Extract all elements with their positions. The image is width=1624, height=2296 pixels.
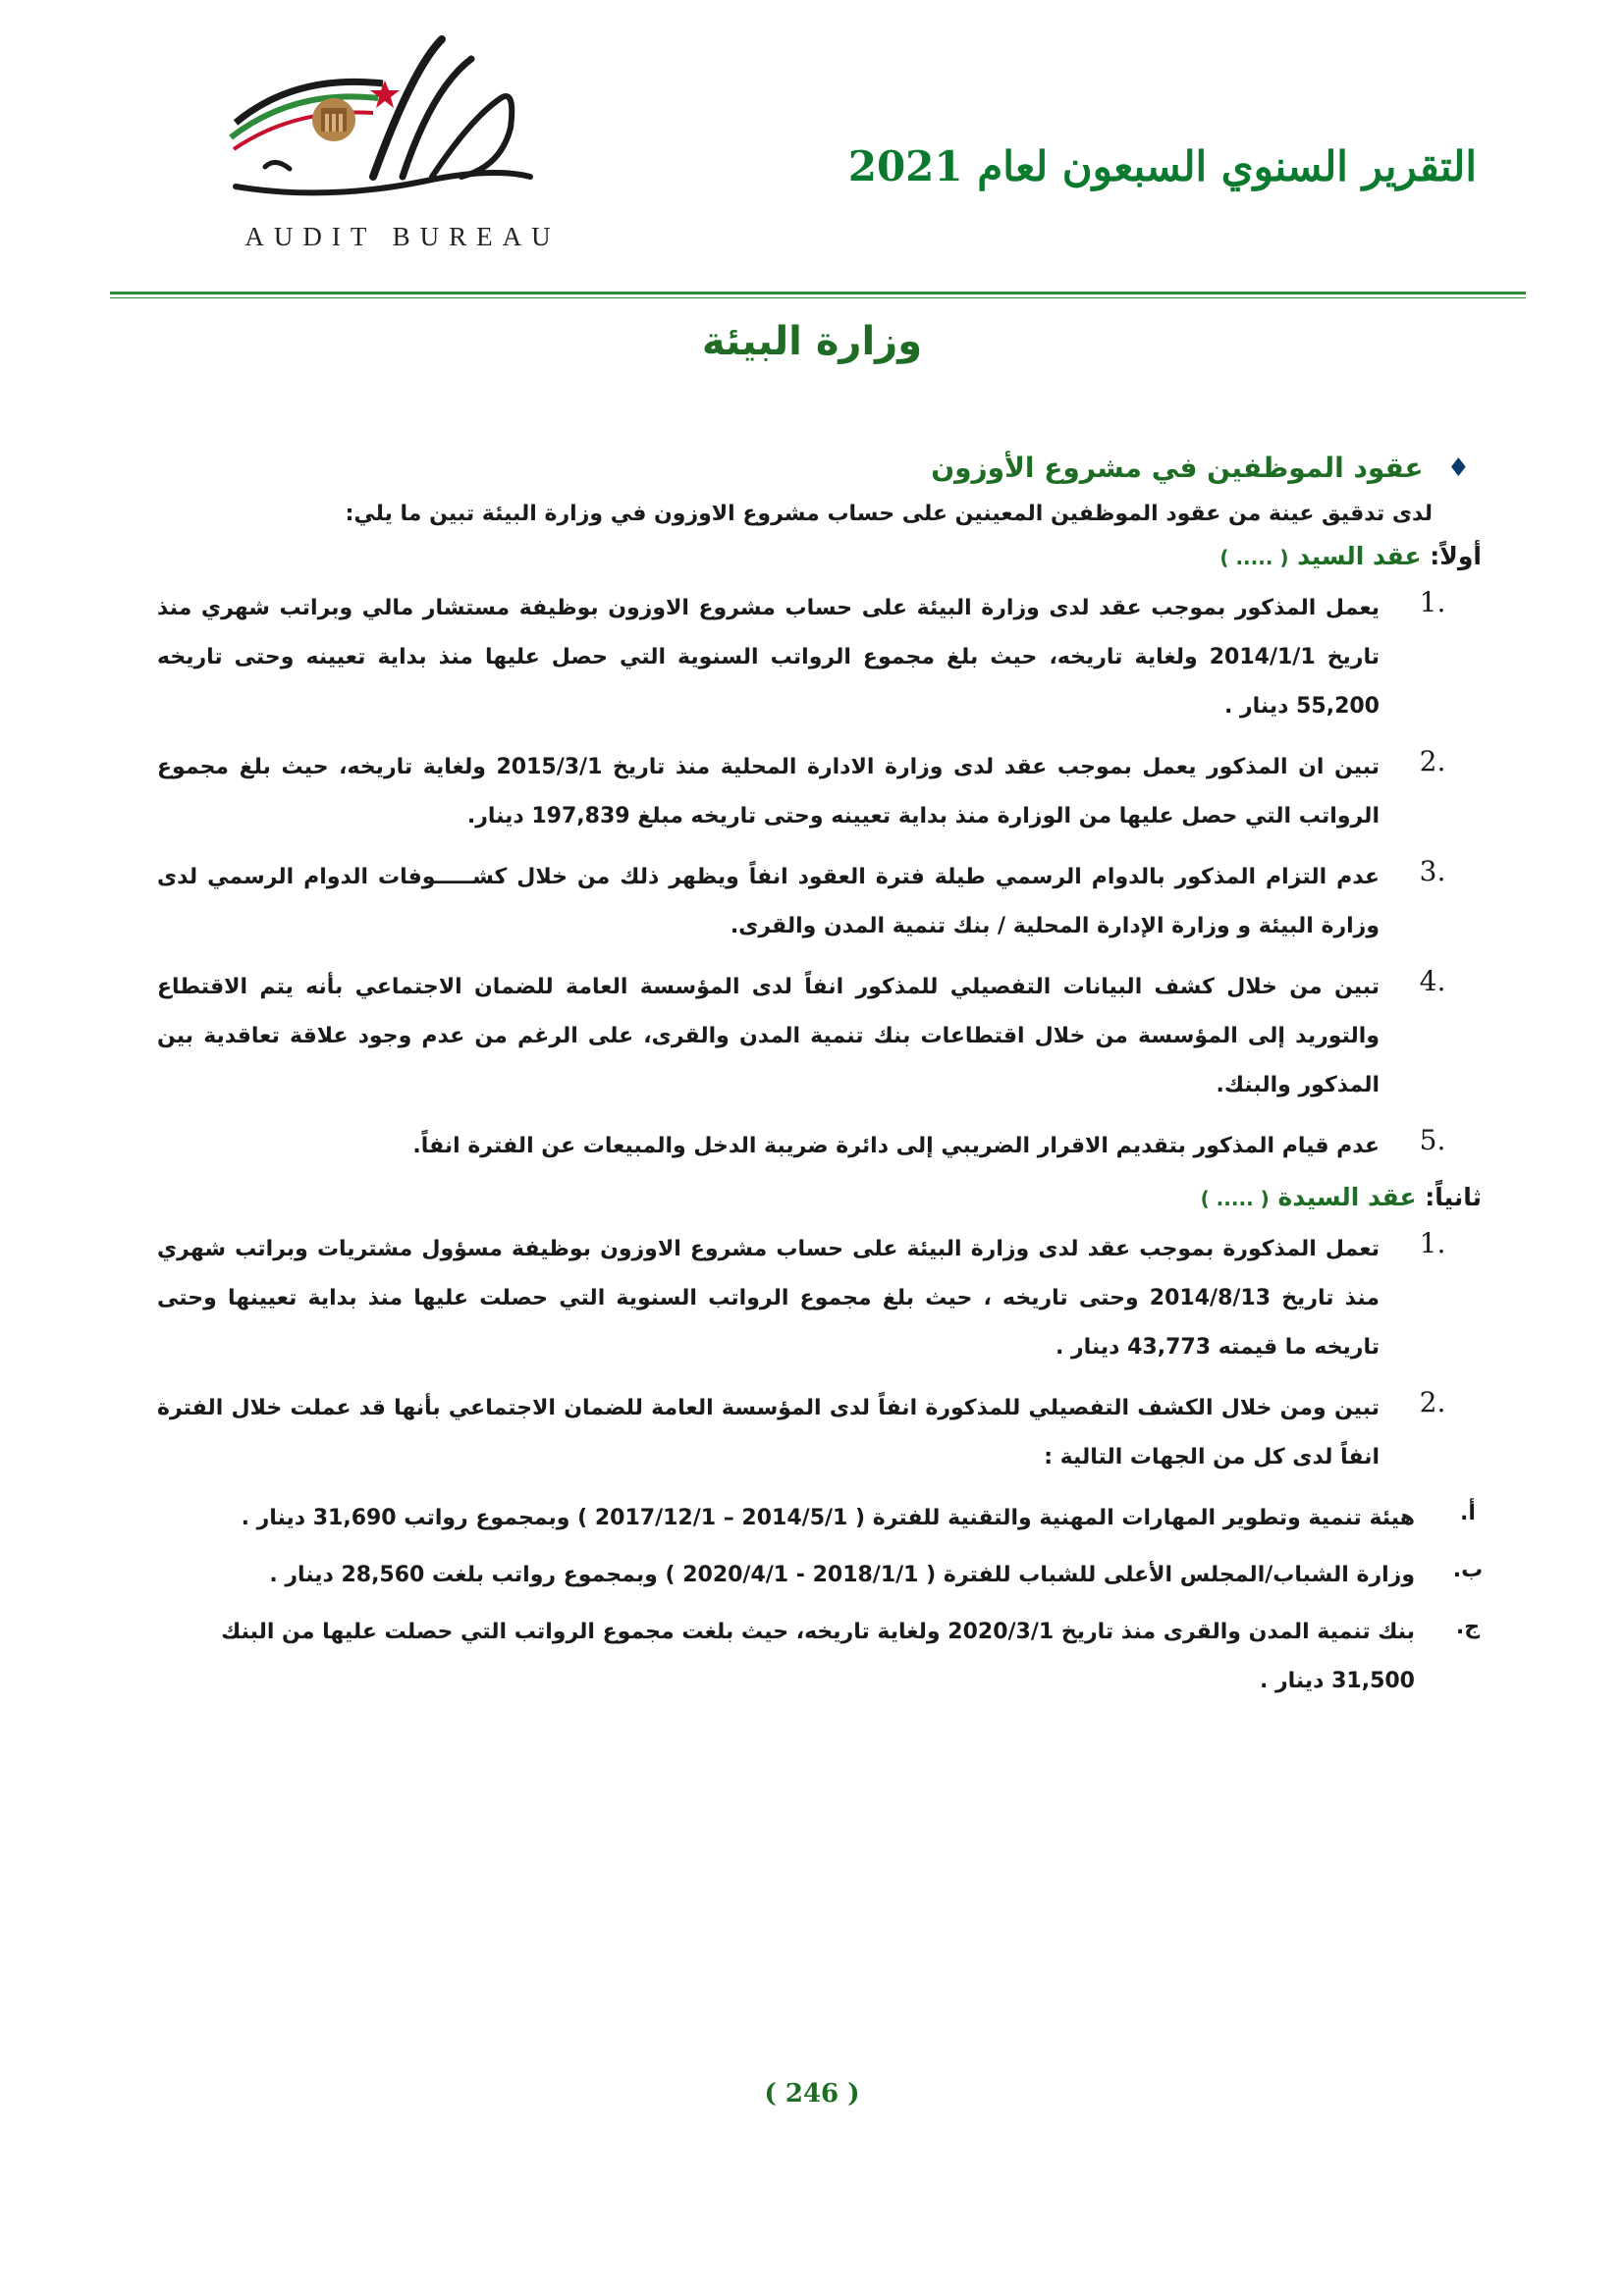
- subitem-text: بنك تنمية المدن والقرى منذ تاريخ 2020/3/1 ولغاية تاريخه، حيث بلغت مجموع الرواتب التي حصلت عليها من البنك 31,500 دينار .: [221, 1620, 1415, 1693]
- section-heading: [157, 452, 1470, 484]
- page-heading: وزارة البيئة: [701, 319, 923, 364]
- subitem-letter: أ.: [1460, 1501, 1476, 1525]
- subitem-text: وزارة الشباب/المجلس الأعلى للشباب للفترة ( 2018/1/1 - 2020/4/1 ) وبمجموع رواتب بلغت 28,560 دينار .: [269, 1563, 1415, 1587]
- diamond-bullet-icon: ♦: [1446, 453, 1470, 483]
- item-text: تعمل المذكورة بموجب عقد لدى وزارة البيئة على حساب مشروع الاوزون بوظيفة مسؤول مشتريات وبراتب شهري منذ تاريخ 2014/8/13 وحتى تاريخه ، حيث بلغ مجموع الرواتب السنوية التي حصلت عليها منذ بداية تعيينها وحتى تاريخه ما قيمته 43,773 دينار .: [157, 1237, 1380, 1360]
- second-heading-dots: ( ..... ): [1200, 1187, 1270, 1210]
- item-number: .1: [1419, 1227, 1446, 1259]
- first-heading-text: عقد السيد: [1297, 542, 1422, 570]
- subitem-letter: ج.: [1455, 1615, 1481, 1639]
- header-divider-thin: [110, 297, 1526, 298]
- list-item: [157, 963, 1462, 1110]
- item-number: .2: [1419, 1386, 1446, 1418]
- item-text: تبين ومن خلال الكشف التفصيلي للمذكورة انفاً لدى المؤسسة العامة للضمان الاجتماعي بأنها قد عملت خلال الفترة انفاً لدى كل من الجهات التالية :: [157, 1396, 1380, 1469]
- logo-english-text: AUDIT BUREAU: [244, 222, 561, 251]
- subitem-letter: ب.: [1452, 1558, 1484, 1582]
- item-text: عدم قيام المذكور بتقديم الاقرار الضريبي إلى دائرة ضريبة الدخل والمبيعات عن الفترة انفاً.: [412, 1134, 1380, 1158]
- list-item: [157, 1225, 1462, 1372]
- second-heading-prefix: ثانياً:: [1425, 1183, 1482, 1211]
- audit-bureau-logo: [177, 29, 569, 275]
- list-item: [157, 743, 1462, 841]
- item-text: عدم التزام المذكور بالدوام الرسمي طيلة فترة العقود انفاً ويظهر ذلك من خلال كشـــــوفات الدوام الرسمي لدى وزارة البيئة و وزارة الإدارة المحلية / بنك تنمية المدن والقرى.: [157, 865, 1380, 938]
- list-item: [157, 1122, 1462, 1171]
- item-number: .5: [1419, 1124, 1446, 1156]
- page-header: [98, 29, 1526, 294]
- logo-emblem-icon: [177, 29, 569, 226]
- section-intro: لدى تدقيق عينة من عقود الموظفين المعينين على حساب مشروع الاوزون في وزارة البيئة تبين ما يلي:: [345, 502, 1433, 526]
- first-heading-dots: ( ..... ): [1219, 546, 1289, 569]
- second-heading-text: عقد السيدة: [1277, 1183, 1417, 1211]
- item-number: .3: [1419, 855, 1446, 887]
- list-item: [157, 1384, 1462, 1482]
- item-text: يعمل المذكور بموجب عقد لدى وزارة البيئة على حساب مشروع الاوزون بوظيفة مستشار مالي وبراتب شهري منذ تاريخ 2014/1/1 ولغاية تاريخه، حيث بلغ مجموع الرواتب السنوية التي حصل عليها منذ بداية تعيينه وحتى تاريخه 55,200 دينار .: [157, 596, 1380, 719]
- item-number: .4: [1419, 965, 1446, 997]
- report-title: التقرير السنوي السبعون لعام 2021: [847, 142, 1477, 190]
- item-number: .1: [1419, 586, 1446, 618]
- sub-list-item: [157, 1551, 1497, 1600]
- sub-list-item: [157, 1494, 1497, 1543]
- item-text: تبين من خلال كشف البيانات التفصيلي للمذكور انفاً لدى المؤسسة العامة للضمان الاجتماعي بأنه يتم الاقتطاع والتوريد إلى المؤسسة من خلال اقتطاعات بنك تنمية المدن والقرى، على الرغم من عدم وجود علاقة تعاقدية بين المذكور والبنك.: [157, 975, 1380, 1097]
- subitem-text: هيئة تنمية وتطوير المهارات المهنية والتقنية للفترة ( 2014/5/1 – 2017/12/1 ) وبمجموع رواتب 31,690 دينار .: [241, 1506, 1415, 1530]
- second-contract-heading: [157, 1183, 1482, 1211]
- document-body: [157, 452, 1484, 1714]
- first-heading-prefix: أولاً:: [1430, 542, 1482, 570]
- sub-list-item: [157, 1608, 1497, 1706]
- first-contract-heading: [157, 542, 1482, 570]
- list-item: [157, 584, 1462, 731]
- header-divider: [110, 292, 1526, 294]
- item-number: .2: [1419, 745, 1446, 777]
- list-item: [157, 853, 1462, 951]
- page-number: ( 246 ): [764, 2079, 860, 2109]
- section-heading-text: عقود الموظفين في مشروع الأوزون: [931, 452, 1424, 484]
- item-text: تبين ان المذكور يعمل بموجب عقد لدى وزارة الادارة المحلية منذ تاريخ 2015/3/1 ولغاية تاريخه، حيث بلغ مجموع الرواتب التي حصل عليها من الوزارة منذ بداية تعيينه وحتى تاريخه مبلغ 197,839 دينار.: [157, 755, 1380, 828]
